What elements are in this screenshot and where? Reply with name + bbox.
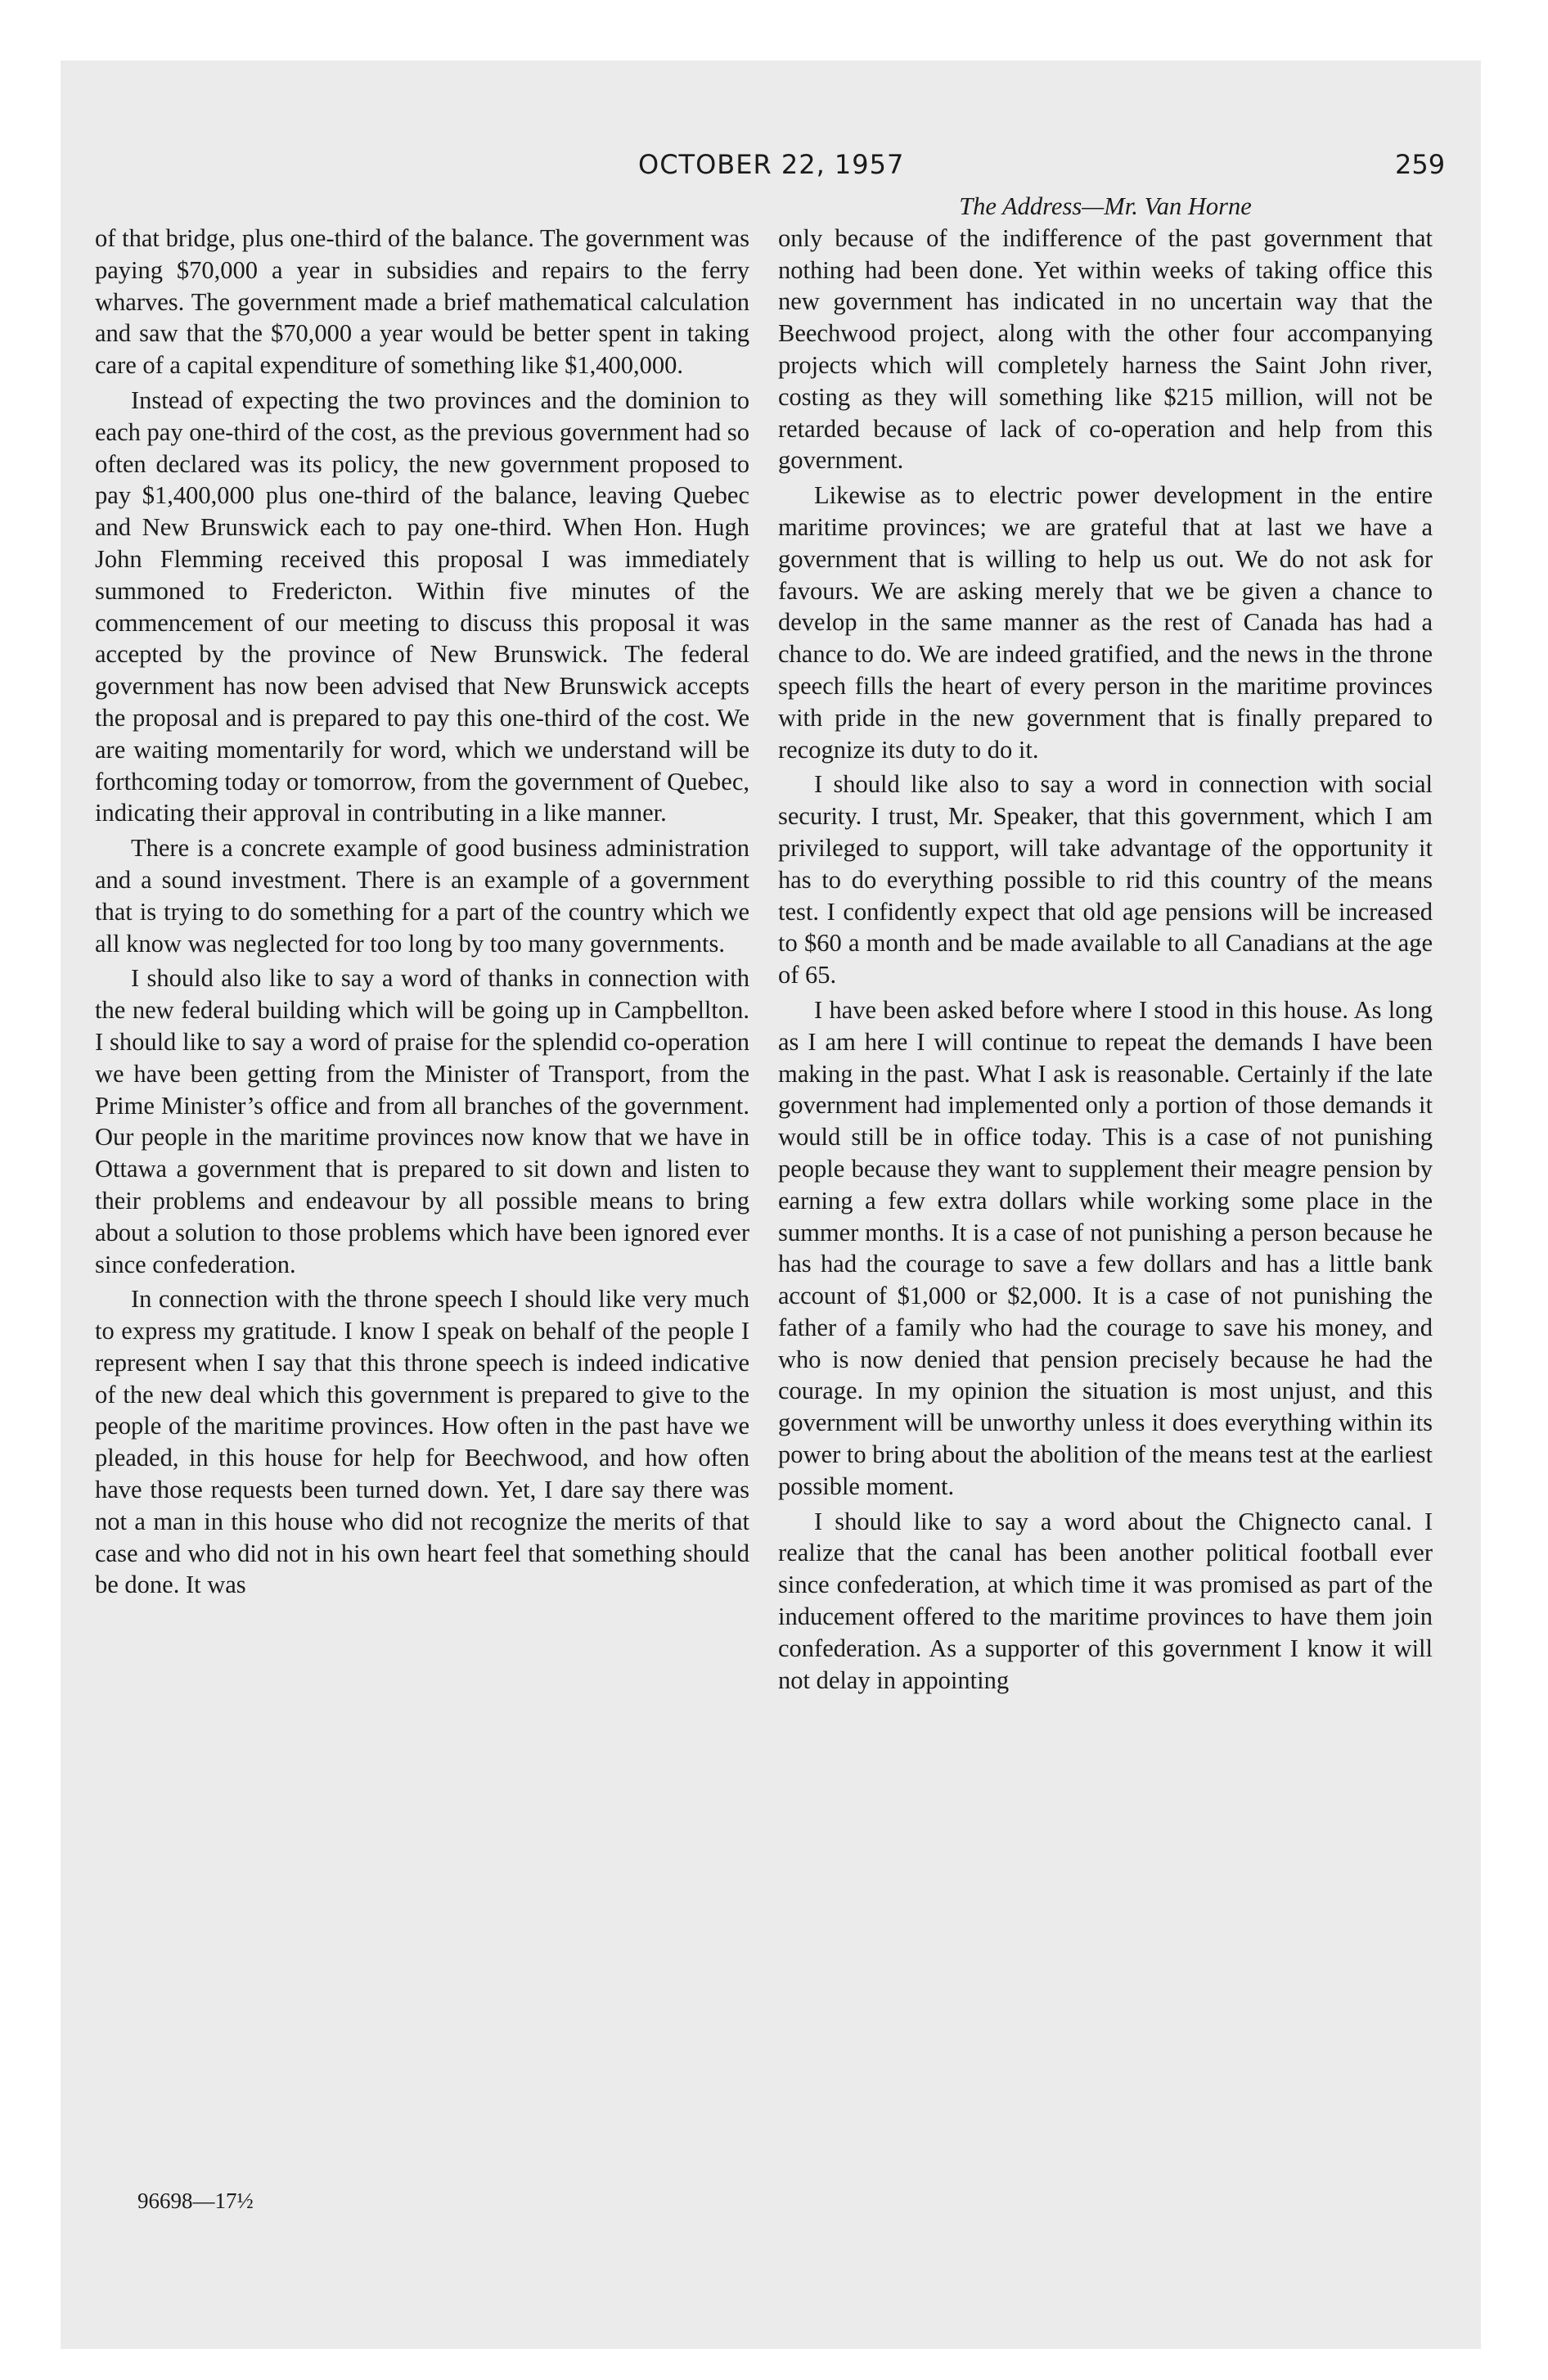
paragraph: In connection with the throne speech I should like very much to express my gratitude. I know I speak on behalf of the people I represent when I say that this throne speech is indeed indicative of the new deal which this government is prepared to give to the people of the maritime provinces. How often in the past have we pleaded, in this house for help for Beechwood, and how often have those requests been turned down. Yet, I dare say there was not a man in this house who did not recognize the merits of that case and who did not in his own heart feel that something should be done. It was — [95, 1285, 749, 1599]
page-number: 259 — [1395, 149, 1446, 180]
page-date-header: OCTOBER 22, 1957 — [638, 149, 905, 180]
paragraph: Instead of expecting the two provinces and the dominion to each pay one-third of the cost, as the previous government had so often declared was its policy, the new government proposed to pay $1,400,000 plus one-third of the balance, leaving Quebec and New Brunswick each to pay one-third. When Hon. Hugh John Flemming received this proposal I was immediately summoned to Fredericton. Within five minutes of the commencement of our meeting to discuss this proposal it was accepted by the province of New Brunswick. The federal government has now been advised that New Brunswick accepts the proposal and is prepared to pay this one-third of the cost. We are waiting momentarily for word, which we understand will be forthcoming today or tomorrow, from the government of Quebec, indicating their approval in contributing in a like manner. — [95, 385, 749, 827]
paragraph: I should also like to say a word of thanks in connection with the new federal building which will be going up in Campbellton. I should like to say a word of praise for the splendid co-operation we have been getting from the Minister of Transport, from the Prime Minister’s office and from all branches of the government. Our people in the maritime provinces now know that we have in Ottawa a government that is prepared to sit down and listen to their problems and endeavour by all possible means to bring about a solution to those problems which have been ignored ever since confederation. — [95, 964, 749, 1278]
paragraph: of that bridge, plus one-third of the balance. The government was paying $70,000 a year in subsidies and repairs to the ferry wharves. The government made a brief mathematical calculation and saw that the $70,000 a year would be better spent in taking care of a capital expenditure of something like $1,400,000. — [95, 224, 749, 380]
paragraph: Likewise as to electric power development in the entire maritime provinces; we are grateful that at last we have a government that is willing to help us out. We do not ask for favours. We are asking merely that we be given a chance to develop in the same manner as the rest of Canada has had a chance to do. We are indeed gratified, and the news in the throne speech fills the heart of every person in the maritime provinces with pride in the new government that is finally prepared to recognize its duty to do it. — [778, 481, 1433, 764]
running-head: The Address—Mr. Van Horne — [959, 192, 1252, 220]
paragraph: I have been asked before where I stood in this house. As long as I am here I will continue to repeat the demands I have been making in the past. What I ask is reasonable. Certainly if the late government had implemented only a portion of those demands it would still be in office today. This is a case of not punishing people because they want to supplement their meagre pension by earning a few extra dollars while working some place in the summer months. It is a case of not punishing a person because he has had the courage to save a few dollars and has a little bank account of $1,000 or $2,000. It is a case of not punishing the father of a family who had the courage to save his money, and who is now denied that pension precisely because he had the courage. In my opinion the situation is most unjust, and this government will be unworthy unless it does everything within its power to bring about the abolition of the means test at the earliest possible moment. — [778, 995, 1433, 1500]
right-text-column — [778, 191, 1433, 1699]
paragraph: I should like to say a word about the Chignecto canal. I realize that the canal has been another political football ever since confederation, at which time it was promised as part of the inducement offered to the maritime provinces to have them join confederation. As a supporter of this government I know it will not delay in appointing — [778, 1507, 1433, 1694]
paragraph: only because of the indifference of the past government that nothing had been done. Yet within weeks of taking office this new government has indicated in no uncertain way that the Beechwood project, along with the other four accompanying projects which will completely harness the Saint John river, costing as they will something like $215 million, will not be retarded because of lack of co-operation and help from this government. — [778, 223, 1433, 475]
paragraph: There is a concrete example of good business administration and a sound investment. There is an example of a government that is trying to do something for a part of the country which we all know was neglected for too long by too many governments. — [95, 834, 749, 958]
footer-print-code: 96698—17½ — [137, 2188, 254, 2213]
left-text-column — [95, 223, 749, 1604]
paragraph: I should like also to say a word in connection with social security. I trust, Mr. Speaker, that this government, which I am privileged to support, will take advantage of the opportunity it has to do everything possible to rid this country of the means test. I confidently expect that old age pensions will be increased to $60 a month and be made available to all Canadians at the age of 65. — [778, 770, 1433, 989]
